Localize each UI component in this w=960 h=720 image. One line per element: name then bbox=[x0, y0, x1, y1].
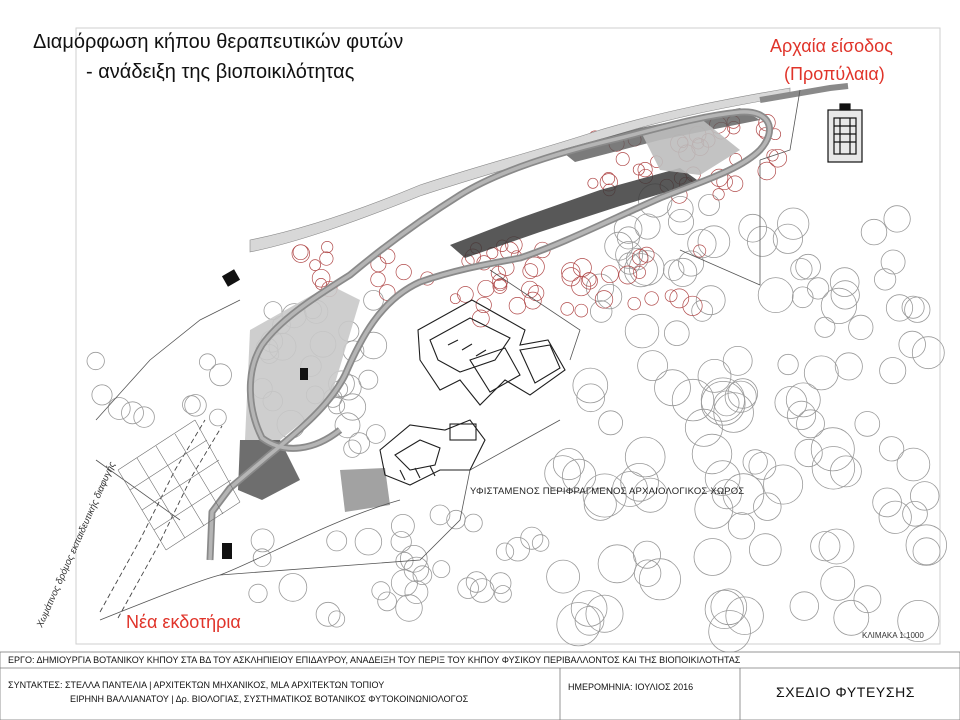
tree-canopy bbox=[701, 381, 745, 425]
tree-canopy bbox=[557, 603, 600, 646]
tree-canopy bbox=[861, 219, 887, 245]
tree-canopy bbox=[685, 409, 722, 446]
tree-canopy bbox=[903, 501, 928, 526]
slide-title-line2: - ανάδειξη της βιοποικιλότητας bbox=[86, 61, 355, 83]
tree-canopy bbox=[749, 534, 781, 566]
tree-canopy bbox=[754, 493, 782, 521]
tree-canopy bbox=[396, 264, 411, 279]
tree-canopy bbox=[830, 268, 859, 297]
tree-canopy bbox=[310, 260, 321, 271]
tree-canopy bbox=[571, 591, 607, 627]
tree-canopy bbox=[880, 358, 906, 384]
tree-canopy bbox=[396, 595, 423, 622]
tree-canopy bbox=[521, 527, 543, 549]
authors-line1: ΣΥΝΤΑΚΤΕΣ: ΣΤΕΛΛΑ ΠΑΝΤΕΛΙΑ | ΑΡΧΙΤΕΚΤΩΝ ΜΗΧΑΝΙΚΟΣ, MLA ΑΡΧΙΤΕΚΤΩΝ ΤΟΠΙΟΥ bbox=[8, 680, 385, 690]
tree-canopy bbox=[616, 241, 643, 268]
tree-canopy bbox=[778, 354, 798, 374]
tree-canopy bbox=[378, 592, 397, 611]
tree-canopy bbox=[522, 281, 539, 298]
tree-canopy bbox=[873, 488, 902, 517]
tree-canopy bbox=[92, 385, 112, 405]
tree-canopy bbox=[830, 456, 861, 487]
tree-canopy bbox=[775, 387, 807, 419]
tree-canopy bbox=[391, 532, 411, 552]
tree-canopy bbox=[807, 278, 828, 299]
tree-canopy bbox=[199, 354, 215, 370]
tree-canopy bbox=[329, 611, 345, 627]
project-line: ΕΡΓΟ: ΔΗΜΙΟΥΡΓΙΑ ΒΟΤΑΝΙΚΟΥ ΚΗΠΟΥ ΣΤΑ ΒΔ ΤΟΥ ΑΣΚΛΗΠΙΕΙΟΥ ΕΠΙΔΑΥΡΟΥ, ΑΝΑΔΕΙΞΗ ΤΟΥ ΠΕΡΙΞ ΤΟΥ ΚΗΠΟΥ ΦΥΣΙΚΟΥ ΠΕΡΙΒΑΛΛΟΝΤΟΣ ΚΑΙ ΤΗΣ ΒΙΟΠΟΙΚΙΛΟΤΗΤΑΣ bbox=[8, 655, 741, 665]
tree-canopy bbox=[884, 206, 910, 232]
tree-canopy bbox=[645, 292, 659, 306]
tree-canopy bbox=[835, 353, 862, 380]
tree-canopy bbox=[635, 214, 660, 239]
tree-canopy bbox=[509, 297, 526, 314]
tree-canopy bbox=[664, 321, 689, 346]
tree-canopy bbox=[547, 560, 580, 593]
tree-canopy bbox=[590, 301, 612, 323]
tree-canopy bbox=[629, 251, 664, 286]
tree-canopy bbox=[616, 153, 629, 166]
fenced-archaeological-area-label: ΥΦΙΣΤΑΜΕΝΟΣ ΠΕΡΙΦΡΑΓΜΕΝΟΣ ΑΡΧΑΙΟΛΟΓΙΚΟΣ ΧΩΡΟΣ bbox=[470, 486, 745, 497]
tree-canopy-layer bbox=[87, 114, 947, 652]
tree-canopy bbox=[663, 260, 684, 281]
tree-canopy bbox=[573, 259, 591, 277]
tree-canopy bbox=[831, 281, 859, 309]
tree-canopy bbox=[698, 359, 731, 392]
tree-canopy bbox=[699, 195, 720, 216]
tree-canopy bbox=[787, 401, 815, 429]
tree-canopy bbox=[562, 263, 581, 282]
tree-canopy bbox=[913, 538, 940, 565]
tree-canopy bbox=[713, 189, 724, 200]
tree-canopy bbox=[897, 448, 930, 481]
tree-canopy bbox=[472, 310, 489, 327]
tree-canopy bbox=[694, 539, 731, 576]
tree-canopy bbox=[743, 450, 767, 474]
tree-canopy bbox=[727, 176, 743, 192]
tree-canopy bbox=[599, 411, 623, 435]
tree-canopy bbox=[854, 586, 881, 613]
dirt-road bbox=[100, 420, 222, 618]
tree-canopy bbox=[495, 586, 512, 603]
tree-canopy bbox=[87, 352, 104, 369]
tree-canopy bbox=[575, 304, 588, 317]
tree-canopy bbox=[588, 178, 598, 188]
tree-canopy bbox=[714, 393, 754, 433]
tree-canopy bbox=[723, 346, 752, 375]
tree-canopy bbox=[496, 543, 513, 560]
tree-canopy bbox=[344, 440, 361, 457]
tree-canopy bbox=[881, 250, 905, 274]
tree-canopy bbox=[688, 230, 716, 258]
archaeological-ruins bbox=[380, 300, 565, 485]
tree-canopy bbox=[249, 584, 267, 602]
tree-canopy bbox=[372, 582, 390, 600]
tree-canopy bbox=[821, 288, 856, 323]
tree-canopy bbox=[849, 315, 873, 339]
parking-grid bbox=[118, 420, 240, 550]
tree-canopy bbox=[617, 227, 639, 249]
tree-canopy bbox=[465, 514, 483, 532]
tree-canopy bbox=[561, 303, 574, 316]
tree-canopy bbox=[709, 611, 751, 653]
tree-canopy bbox=[553, 449, 584, 480]
tree-canopy bbox=[391, 514, 414, 537]
tree-canopy bbox=[879, 501, 911, 533]
tree-canopy bbox=[371, 272, 386, 287]
tree-canopy bbox=[573, 368, 608, 403]
tree-canopy bbox=[586, 595, 623, 632]
tree-canopy bbox=[855, 412, 880, 437]
authors-line2: ΕΙΡΗΝΗ ΒΑΛΛΙΑΝΑΤΟΥ | Δρ. ΒΙΟΛΟΓΙΑΣ, ΣΥΣΤΗΜΑΤΙΚΟΣ ΒΟΤΑΝΙΚΟΣ ΦΥΤΟΚΟΙΝΩΝΙΟΛΟΓΟΣ bbox=[70, 694, 469, 704]
tree-canopy bbox=[665, 290, 677, 302]
tree-canopy bbox=[815, 317, 835, 337]
tree-canopy bbox=[749, 452, 776, 479]
tree-canopy bbox=[879, 437, 903, 461]
drawing-frame bbox=[76, 28, 940, 644]
tree-canopy bbox=[711, 589, 747, 625]
tree-canopy bbox=[819, 529, 854, 564]
tree-canopy bbox=[210, 364, 232, 386]
tree-canopy bbox=[725, 381, 756, 412]
tree-canopy bbox=[625, 437, 665, 477]
dirt-road-label: Χωμάτινος δρόμος εκπαιδευτικής διαφυγής bbox=[34, 460, 118, 630]
tree-canopy bbox=[692, 434, 732, 474]
tree-canopy bbox=[694, 245, 706, 257]
tree-canopy bbox=[391, 570, 417, 596]
tree-canopy bbox=[811, 428, 854, 471]
tree-canopy bbox=[638, 351, 668, 381]
tree-canopy bbox=[562, 268, 580, 286]
tree-canopy bbox=[634, 560, 661, 587]
tree-canopy bbox=[821, 566, 855, 600]
tree-canopy bbox=[359, 370, 378, 389]
new-ticket-office-label: Νέα εκδοτήρια bbox=[126, 612, 241, 632]
tree-canopy bbox=[758, 278, 793, 313]
tree-canopy bbox=[364, 290, 384, 310]
tree-canopy bbox=[279, 574, 307, 602]
tree-canopy bbox=[764, 465, 803, 504]
temple-plan-icon bbox=[828, 104, 862, 162]
tree-canopy bbox=[525, 257, 545, 277]
tree-canopy bbox=[122, 402, 144, 424]
tree-canopy bbox=[796, 254, 821, 279]
tree-canopy bbox=[183, 396, 201, 414]
tree-canopy bbox=[797, 410, 825, 438]
tree-canopy bbox=[639, 559, 680, 600]
tree-canopy bbox=[322, 241, 333, 252]
tree-canopy bbox=[728, 513, 754, 539]
tree-canopy bbox=[210, 409, 227, 426]
tree-canopy bbox=[758, 162, 776, 180]
tree-canopy bbox=[747, 226, 777, 256]
tree-canopy bbox=[320, 252, 333, 265]
tree-canopy bbox=[430, 505, 450, 525]
tree-canopy bbox=[811, 532, 840, 561]
tree-canopy bbox=[478, 280, 494, 296]
tree-canopy bbox=[792, 287, 813, 308]
tree-canopy bbox=[339, 394, 365, 420]
slide-title-line1: Διαμόρφωση κήπου θεραπευτικών φυτών bbox=[33, 31, 404, 53]
tree-canopy bbox=[902, 296, 924, 318]
tree-canopy bbox=[905, 297, 930, 322]
tree-canopy bbox=[327, 531, 347, 551]
date-label: ΗΜΕΡΟΜΗΝΙΑ: ΙΟΥΛΙΟΣ 2016 bbox=[568, 682, 694, 692]
drawing-title: ΣΧΕΔΙΟ ΦΥΤΕΥΣΗΣ bbox=[776, 684, 916, 700]
tree-canopy bbox=[433, 561, 450, 578]
tree-canopy bbox=[804, 356, 838, 390]
tree-canopy bbox=[698, 226, 730, 258]
tree-canopy bbox=[778, 208, 809, 239]
tree-canopy bbox=[598, 545, 636, 583]
tree-canopy bbox=[790, 592, 819, 621]
propylaia-label: (Προπύλαια) bbox=[784, 64, 885, 84]
scale-label: ΚΛΙΜΑΚΑ 1:1000 bbox=[862, 631, 924, 640]
tree-canopy bbox=[577, 384, 605, 412]
ancient-entrance-label: Αρχαία είσοδος bbox=[770, 36, 893, 56]
tree-canopy bbox=[874, 269, 895, 290]
tree-canopy bbox=[134, 407, 155, 428]
title-block bbox=[0, 652, 960, 720]
tree-canopy bbox=[625, 314, 659, 348]
tree-canopy bbox=[906, 525, 947, 566]
tree-canopy bbox=[628, 297, 641, 310]
tree-canopy bbox=[506, 537, 530, 561]
tree-canopy bbox=[812, 447, 855, 490]
tree-canopy bbox=[316, 602, 340, 626]
tree-canopy bbox=[490, 573, 511, 594]
tree-canopy bbox=[355, 528, 382, 555]
tree-canopy bbox=[253, 549, 271, 567]
tree-canopy bbox=[108, 398, 130, 420]
tree-canopy bbox=[739, 214, 767, 242]
